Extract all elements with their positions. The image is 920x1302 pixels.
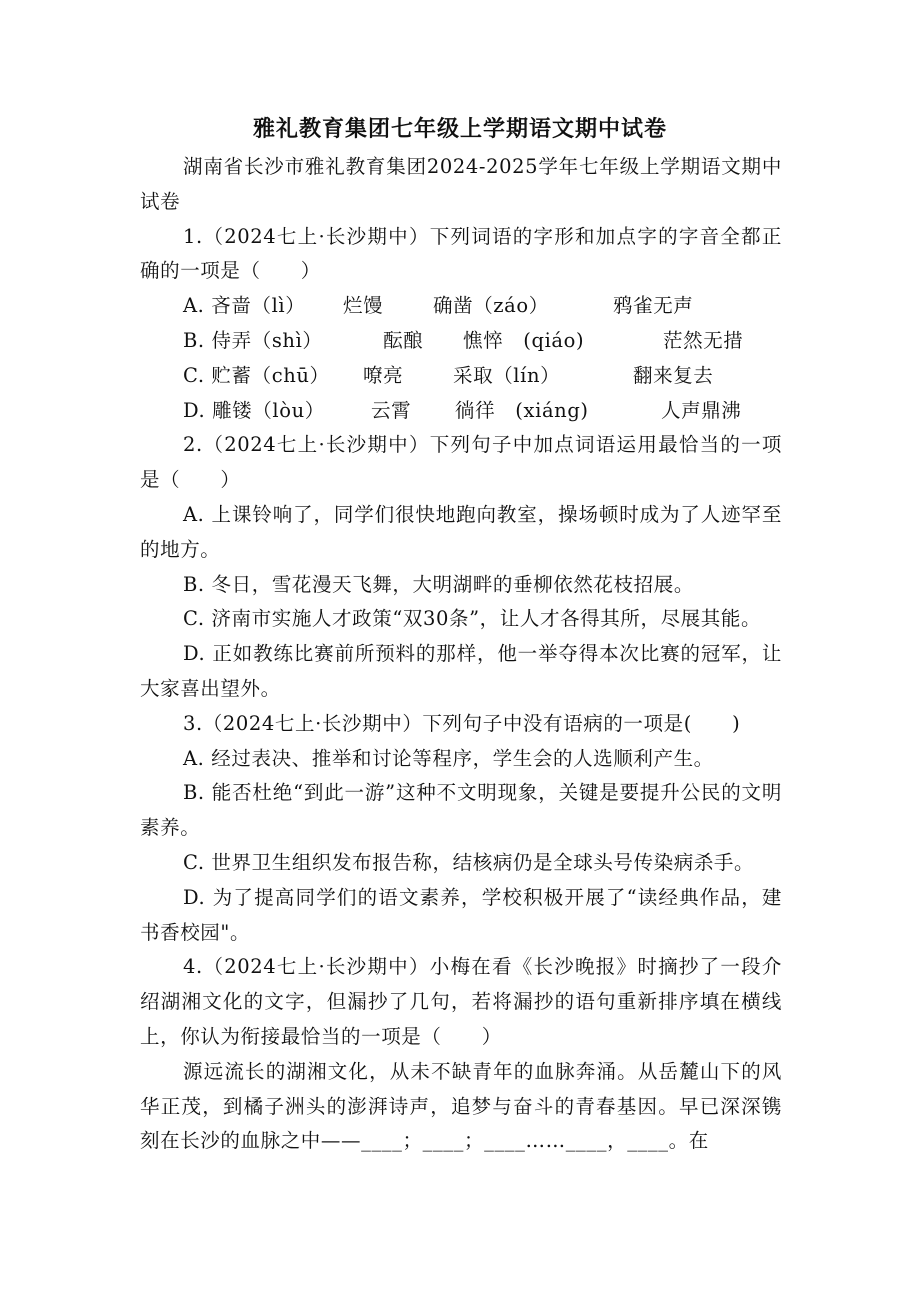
option-word-3: 徜徉 (xiáng) — [455, 398, 589, 422]
option-word-4: 鸦雀无声 — [613, 294, 694, 318]
option-word-1: A. 吝啬（lì） — [183, 294, 306, 318]
question-3-option-c: C. 世界卫生组织发布报告称，结核病仍是全球头号传染病杀手。 — [183, 850, 755, 874]
question-2-option-d: D. 正如教练比赛前所预料的那样，他一举夺得本次比赛的冠军，让大家喜出望外。 — [140, 642, 782, 700]
question-3-option-a: A. 经过表决、推举和讨论等程序，学生会的人选顺利产生。 — [183, 746, 714, 770]
question-3-option-d: D. 为了提高同学们的语文素养，学校积极开展了“读经典作品，建书香校园"。 — [140, 885, 782, 944]
question-4-passage: 源远流长的湖湘文化，从未不缺青年的血脉奔涌。从岳麓山下的风华正茂，到橘子洲头的澎湃诗声，追梦与奋斗的青春基因。早已深深镌刻在长沙的血脉之中——____；____；____……____，____。在 — [140, 1059, 782, 1153]
option-word-3: 确凿（záo） — [433, 294, 549, 318]
option-word-2: 云霄 — [371, 398, 412, 422]
question-3-stem: 3.（2024七上·长沙期中）下列句子中没有语病的一项是( ) — [183, 711, 741, 735]
question-2-option-a: A. 上课铃响了，同学们很快地跑向教室，操场顿时成为了人迹罕至的地方。 — [140, 502, 782, 561]
question-1-stem: 1.（2024七上·长沙期中）下列词语的字形和加点字的字音全都正确的一项是（ ） — [140, 224, 782, 283]
question-1-option-b — [140, 324, 782, 359]
option-word-2: 嘹亮 — [363, 363, 404, 387]
option-word-4: 茫然无措 — [663, 328, 744, 352]
question-2-option-c: C. 济南市实施人才政策“双30条”，让人才各得其所，尽展其能。 — [183, 607, 762, 631]
option-word-2: 酝酿 — [383, 328, 424, 352]
document-body — [140, 150, 782, 1159]
question-1-option-c — [140, 359, 782, 394]
option-word-2: 烂馒 — [343, 294, 384, 318]
option-word-3: 采取（lín） — [453, 363, 561, 387]
question-1-option-a — [140, 289, 782, 324]
question-2-stem: 2.（2024七上·长沙期中）下列句子中加点词语运用最恰当的一项是（ ） — [140, 433, 782, 492]
question-1-option-d — [140, 394, 782, 429]
question-2-option-b: B. 冬日，雪花漫天飞舞，大明湖畔的垂柳依然花枝招展。 — [183, 572, 694, 596]
question-3-option-b: B. 能否杜绝“到此一游”这种不文明现象，关键是要提升公民的文明素养。 — [140, 781, 782, 840]
question-4-stem: 4.（2024七上·长沙期中）小梅在看《长沙晚报》时摘抄了一段介绍湖湘文化的文字，但漏抄了几句，若将漏抄的语句重新排序填在横线上，你认为衔接最恰当的一项是（ ） — [140, 955, 782, 1048]
option-word-4: 人声鼎沸 — [661, 398, 742, 422]
document-subtitle: 湖南省长沙市雅礼教育集团2024-2025学年七年级上学期语文期中试卷 — [140, 155, 782, 213]
option-word-3: 憔悴 (qiáo) — [463, 328, 585, 352]
document-title: 雅礼教育集团七年级上学期语文期中试卷 — [252, 117, 667, 142]
option-word-1: D. 雕镂（lòu） — [183, 398, 325, 422]
option-word-1: C. 贮蓄（chū） — [183, 363, 330, 387]
option-word-1: B. 侍弄（shì） — [183, 328, 323, 352]
option-word-4: 翻来复去 — [633, 363, 714, 387]
